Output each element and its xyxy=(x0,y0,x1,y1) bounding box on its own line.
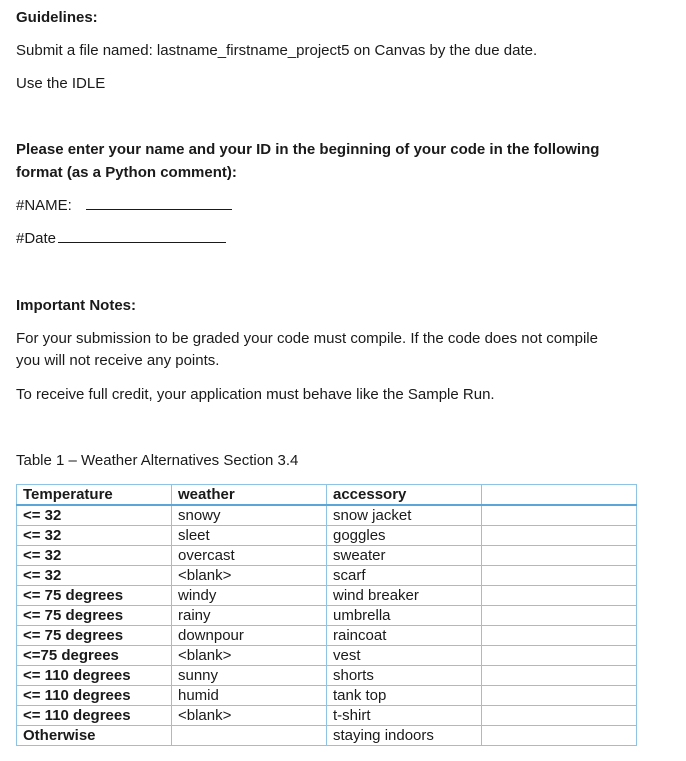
cell-weather: rainy xyxy=(172,606,327,626)
name-label: #NAME: xyxy=(16,197,72,214)
header-accessory: accessory xyxy=(327,485,482,506)
cell-temperature: <= 32 xyxy=(17,566,172,586)
cell-temperature: <= 75 degrees xyxy=(17,626,172,646)
weather-table xyxy=(16,484,637,746)
cell-accessory: raincoat xyxy=(327,626,482,646)
cell-accessory: t-shirt xyxy=(327,706,482,726)
cell-accessory: scarf xyxy=(327,566,482,586)
cell-weather: <blank> xyxy=(172,646,327,666)
cell-weather: downpour xyxy=(172,626,327,646)
cell-weather: <blank> xyxy=(172,706,327,726)
cell-temperature: Otherwise xyxy=(17,726,172,746)
cell-accessory: shorts xyxy=(327,666,482,686)
cell-accessory: vest xyxy=(327,646,482,666)
cell-accessory: wind breaker xyxy=(327,586,482,606)
cell-temperature: <= 32 xyxy=(17,526,172,546)
cell-empty xyxy=(482,626,637,646)
idle-instructions: Use the IDLE xyxy=(16,75,106,92)
table-row xyxy=(17,726,637,746)
table-row xyxy=(17,686,637,706)
date-field-line xyxy=(16,229,226,249)
important-notes-heading: Important Notes: xyxy=(16,297,136,314)
cell-weather: overcast xyxy=(172,546,327,566)
table-caption: Table 1 – Weather Alternatives Section 3.4 xyxy=(16,452,299,469)
cell-weather xyxy=(172,726,327,746)
table-row xyxy=(17,526,637,546)
header-empty xyxy=(482,485,637,506)
cell-temperature: <= 75 degrees xyxy=(17,606,172,626)
cell-accessory: snow jacket xyxy=(327,505,482,526)
cell-accessory: umbrella xyxy=(327,606,482,626)
table-row xyxy=(17,505,637,526)
cell-temperature: <= 110 degrees xyxy=(17,686,172,706)
table-row xyxy=(17,706,637,726)
cell-empty xyxy=(482,526,637,546)
table-row xyxy=(17,646,637,666)
cell-weather: snowy xyxy=(172,505,327,526)
cell-empty xyxy=(482,606,637,626)
name-blank xyxy=(86,197,232,210)
header-weather: weather xyxy=(172,485,327,506)
table-row xyxy=(17,606,637,626)
name-field-line xyxy=(16,196,232,216)
compile-note-line2: you will not receive any points. xyxy=(16,352,220,369)
table-row xyxy=(17,546,637,566)
cell-weather: windy xyxy=(172,586,327,606)
name-instructions-line1: Please enter your name and your ID in the beginning of your code in the following xyxy=(16,141,600,158)
cell-accessory: goggles xyxy=(327,526,482,546)
credit-note: To receive full credit, your application must behave like the Sample Run. xyxy=(16,386,495,403)
cell-temperature: <= 32 xyxy=(17,546,172,566)
cell-empty xyxy=(482,686,637,706)
cell-empty xyxy=(482,505,637,526)
submit-instructions: Submit a file named: lastname_firstname_project5 on Canvas by the due date. xyxy=(16,42,538,59)
cell-empty xyxy=(482,666,637,686)
date-blank xyxy=(58,230,226,243)
table-row xyxy=(17,666,637,686)
guidelines-heading: Guidelines: xyxy=(16,9,98,26)
date-label: #Date xyxy=(16,230,57,247)
table-row xyxy=(17,626,637,646)
name-instructions-line2: format (as a Python comment): xyxy=(16,164,237,181)
cell-empty xyxy=(482,646,637,666)
cell-empty xyxy=(482,566,637,586)
table-row xyxy=(17,566,637,586)
compile-note-line1: For your submission to be graded your code must compile. If the code does not compile xyxy=(16,330,598,347)
cell-temperature: <= 110 degrees xyxy=(17,706,172,726)
table-header-row xyxy=(17,485,637,506)
cell-temperature: <= 110 degrees xyxy=(17,666,172,686)
cell-weather: sunny xyxy=(172,666,327,686)
cell-weather: <blank> xyxy=(172,566,327,586)
cell-empty xyxy=(482,586,637,606)
cell-temperature: <= 32 xyxy=(17,505,172,526)
cell-temperature: <=75 degrees xyxy=(17,646,172,666)
cell-empty xyxy=(482,546,637,566)
cell-weather: sleet xyxy=(172,526,327,546)
cell-accessory: staying indoors xyxy=(327,726,482,746)
cell-accessory: sweater xyxy=(327,546,482,566)
table-row xyxy=(17,586,637,606)
cell-temperature: <= 75 degrees xyxy=(17,586,172,606)
cell-empty xyxy=(482,726,637,746)
cell-weather: humid xyxy=(172,686,327,706)
cell-accessory: tank top xyxy=(327,686,482,706)
header-temperature: Temperature xyxy=(17,485,172,506)
cell-empty xyxy=(482,706,637,726)
